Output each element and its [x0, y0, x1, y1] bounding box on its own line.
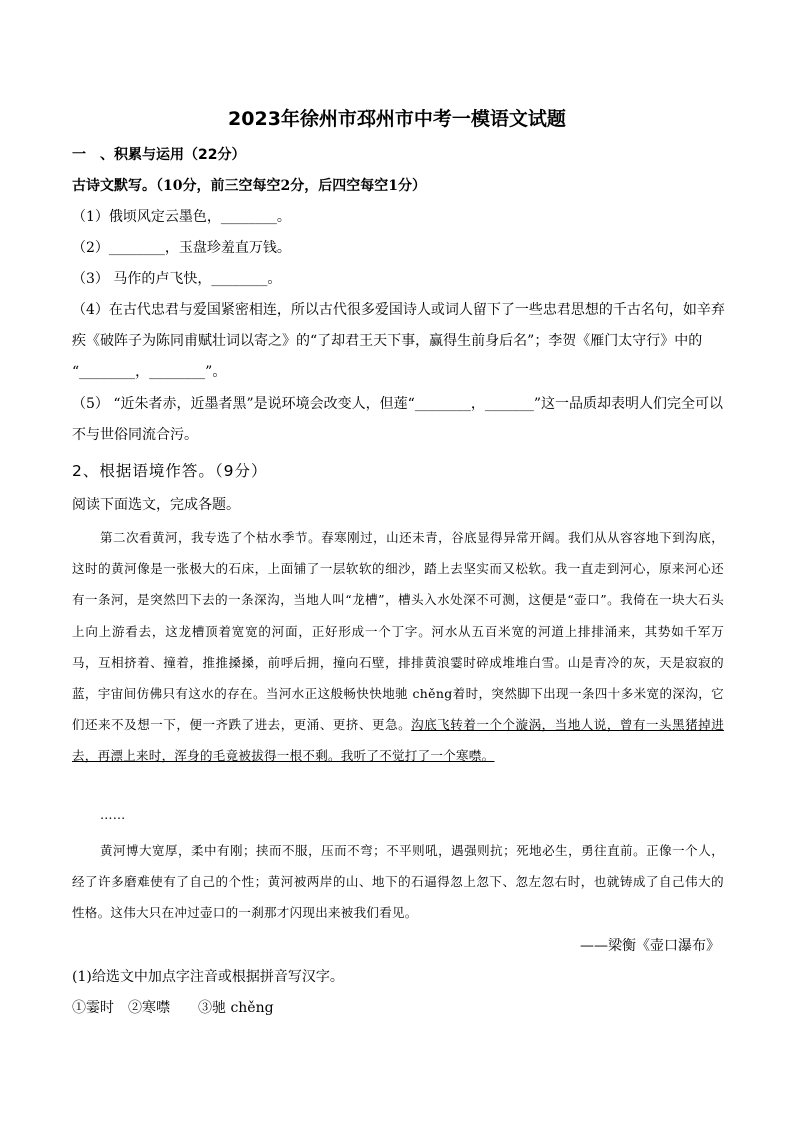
passage-paragraph-2: 黄河博大宽厚，柔中有刚；挟而不服，压而不弯；不平则吼，遇强则抗；死地必生，勇往直前。正像一个人，经了许多磨难使有了自己的个性；黄河被两岸的山、地下的石逼得忽上忽下、忽左忽右时，也就铸成了自己伟大的性格。这伟大只在冲过壶口的一刹那才闪现出来被我们看见。 [72, 843, 724, 921]
question1-title: 古诗文默写。（10分，前三空每空2分，后四空每空1分） [72, 178, 426, 194]
question1-item2: （2）________，玉盘珍羞直万钱。 [72, 240, 291, 256]
question1-item4-line3: “________，________”。 [72, 364, 227, 380]
question1-item1: （1）俄顷风定云墨色，________。 [72, 209, 291, 225]
question2-sub1: (1)给选文中加点字注音或根据拼音写汉字。 [72, 969, 344, 985]
section2-heading: 2、根据语境作答。（9分） [72, 462, 268, 480]
passage-attribution: ——梁衡《壶口瀑布》 [580, 938, 720, 954]
section1-heading: 一 、积累与运用（22分） [72, 147, 246, 163]
passage-underlined-text: 沟底飞转着一个个漩涡，当地人说，曾有一头黑猪掉进去，再漂上来时，浑身的毛竟被拔得一根不剩。我听了不觉打了一个寒噤。 [72, 717, 724, 764]
passage-text: 第二次看黄河，我专选了个枯水季节。春寒刚过，山还未青，谷底显得异常开阔。我们从从容容地下到沟底，这时的黄河像是一张极大的石床，上面铺了一层软软的细沙，踏上去坚实而又松软。我一直走到河心，原来河心还有一条河，是突然凹下去的一条深沟，当地人叫“龙槽”，槽头入水处深不可测，这便是“壶口”。我倚在一块大石头上向上游看去，这龙槽顶着宽宽的河面，正好形成一个丁字。河水从五百米宽的河道上排排涌来，其势如千军万马，互相挤着、撞着，推推搡搡，前呼后拥，撞向石壁，排排黄浪霎时碎成堆堆白雪。山是青冷的灰，天是寂寂的蓝，宇宙间仿佛只有这水的存在。当河水正这般畅快快地驰 chěng着时，突然脚下出现一条四十多米宽的深沟，它们还来不及想一下，便一齐跌了进去，更涌、更挤、更急。 [72, 530, 724, 733]
passage-ellipsis: …… [100, 807, 126, 822]
passage-paragraph-1 [72, 522, 724, 772]
reading-instruction: 阅读下面选文，完成各题。 [72, 497, 240, 513]
page-title: 2023年徐州市邳州市中考一模语文试题 [228, 108, 566, 130]
question1-item4-line2: 疾《破阵子为陈同甫赋壮词以寄之》的“了却君王天下事，赢得生前身后名”；李贺《雁门太守行》中的 [72, 333, 703, 349]
question1-item4-line1: （4）在古代忠君与爱国紧密相连，所以古代很多爱国诗人或词人留下了一些忠君思想的千古名句，如辛弃 [72, 302, 725, 318]
question1-item5-line2: 不与世俗同流合污。 [72, 427, 198, 443]
question1-item3: （3） 马作的卢飞快，________。 [72, 271, 282, 287]
question1-item5-line1: （5） “近朱者赤，近墨者黑”是说环境会改变人，但莲“________，_______”这一品质却表明人们完全可以 [72, 396, 723, 412]
question2-sub1-items: ①霎时 ②寒噤 ③驰 chěng [72, 1000, 274, 1016]
